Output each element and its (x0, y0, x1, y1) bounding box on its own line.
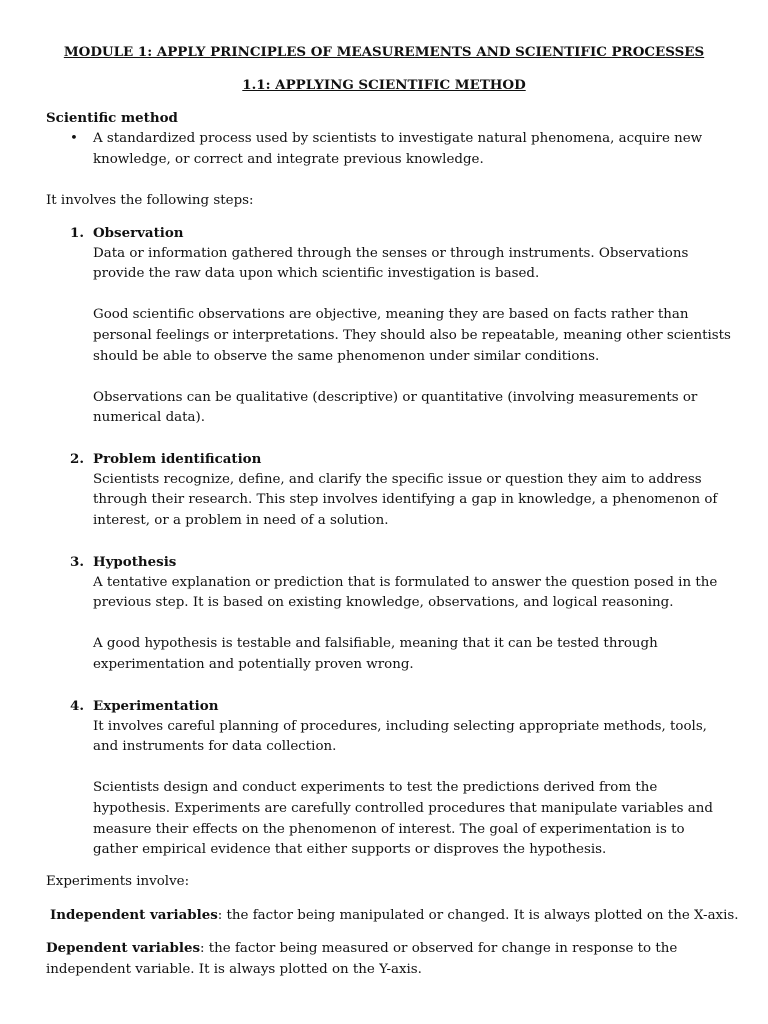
step-number: 4. (70, 698, 84, 714)
step-paragraph: A good hypothesis is testable and falsifiable, meaning that it can be tested through experimentation and potentially proven wrong. (93, 636, 658, 672)
dependent-text: : the factor being measured or observed for change in response to the independent variable. It is always plotted on the Y-axis. (46, 941, 678, 977)
step-paragraph: Good scientific observations are objective, meaning they are based on facts rather than personal feelings or interpretations. They should also be repeatable, meaning other scientists should be able to observe the same phenomenon under similar conditions. (93, 307, 731, 364)
dependent-term: Dependent variables (46, 940, 200, 956)
page-title: MODULE 1: APPLY PRINCIPLES OF MEASUREMENTS AND SCIENTIFIC PROCESSES (63, 44, 705, 60)
step-heading: Experimentation (93, 698, 219, 714)
step-hypothesis (93, 552, 733, 676)
section-heading: Scientific method (46, 110, 178, 126)
step-experimentation (93, 696, 733, 861)
step-problem-identification (93, 449, 733, 531)
bullet-marker: • (70, 131, 78, 146)
step-heading: Problem identification (93, 451, 262, 467)
step-paragraph: Scientists recognize, define, and clarify the specific issue or question they aim to address through their research. This step involves identifying a gap in knowledge, a phenomenon of interest, or a problem in need of a solution. (93, 471, 718, 528)
independent-term: Independent variables (50, 907, 218, 923)
step-number: 2. (70, 451, 84, 467)
dependent-variables-definition (46, 938, 736, 980)
experiments-involve: Experiments involve: (46, 874, 190, 889)
bullet-text: A standardized process used by scientists to investigate natural phenomena, acquire new knowledge, or correct and integrate previous knowledge. (93, 131, 703, 167)
independent-text: : the factor being manipulated or changed. It is always plotted on the X-axis. (217, 908, 739, 923)
step-heading: Observation (93, 225, 184, 241)
step-observation (93, 223, 733, 429)
step-number: 3. (70, 554, 84, 570)
step-paragraph: A tentative explanation or prediction that is formulated to answer the question posed in the previous step. It is based on existing knowledge, observations, and logical reasoning. (93, 574, 718, 611)
independent-variables-definition (50, 905, 740, 927)
step-paragraph: Scientists design and conduct experiments to test the predictions derived from the hypothesis. Experiments are carefully controlled procedures that manipulate variables and measure their effects on the phenomenon of interest. The goal of experimentation is to gather empirical evidence that either supports or disproves the hypothesis. (93, 780, 713, 858)
step-paragraph: It involves careful planning of procedures, including selecting appropriate methods, tools, and instruments for data collection. (93, 718, 707, 755)
page-subtitle: 1.1: APPLYING SCIENTIFIC METHOD (242, 77, 526, 93)
steps-intro: It involves the following steps: (46, 193, 254, 208)
step-heading: Hypothesis (93, 554, 177, 570)
step-number: 1. (70, 225, 84, 241)
step-paragraph: Observations can be qualitative (descriptive) or quantitative (involving measurements or numerical data). (93, 389, 698, 426)
step-paragraph: Data or information gathered through the senses or through instruments. Observations provide the raw data upon which scientific investigation is based. (93, 245, 689, 282)
